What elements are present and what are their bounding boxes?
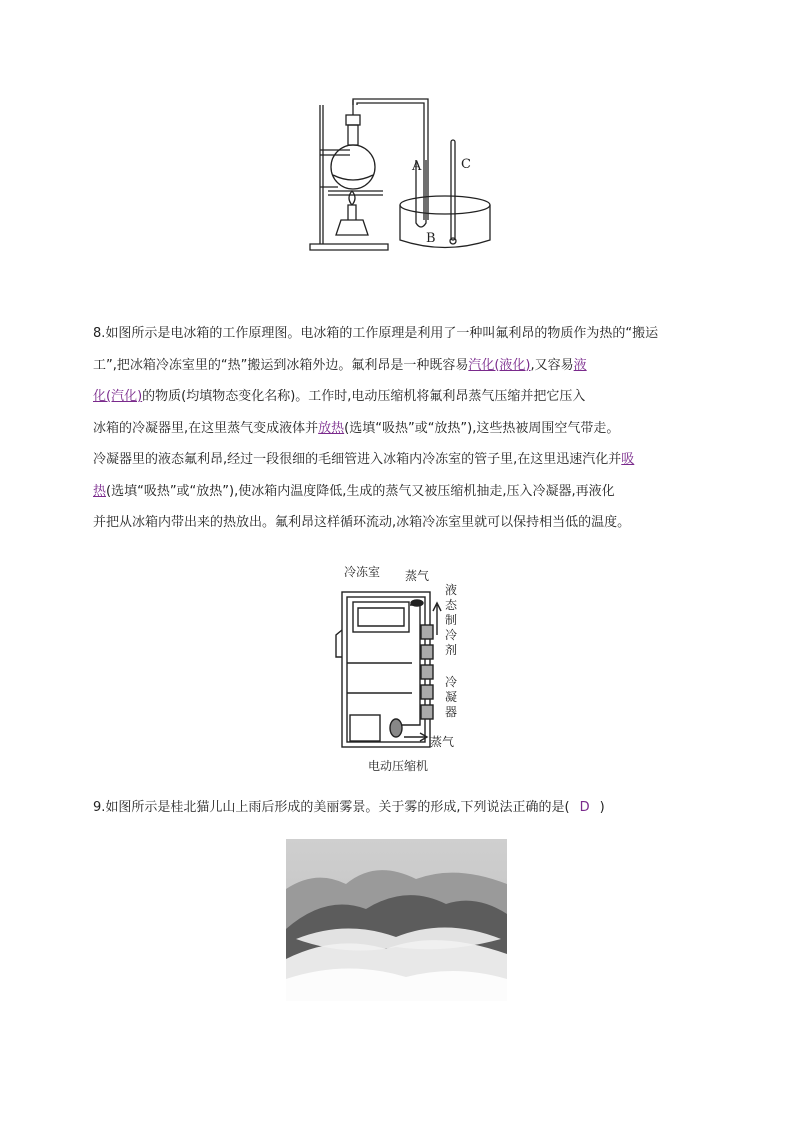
- q8-line-1: [93, 318, 705, 350]
- condenser-label: 冷凝器: [444, 675, 457, 719]
- label-b: B: [426, 231, 436, 246]
- compressor-label: 电动压缩机: [368, 759, 429, 773]
- q8-line-3: [93, 381, 705, 413]
- q8-line-2: [93, 350, 705, 382]
- vapor-top-label: 蒸气: [405, 569, 430, 583]
- fog-mountain-photo: [286, 839, 507, 1001]
- q8-answer-4b: 热: [93, 483, 107, 499]
- q8-text-5: 冰箱的冷凝器里,在这里蒸气变成液体并: [93, 420, 319, 436]
- q8-text-8: (选填“吸热”或“放热”),使冰箱内温度降低,生成的蒸气又被压缩机抽走,压入冷凝器,再液化: [106, 483, 615, 499]
- question-9: [93, 792, 705, 824]
- q8-line-7: [93, 507, 705, 539]
- distillation-apparatus-figure: [308, 95, 508, 260]
- q8-text-7: 冷凝器里的液态氟利昂,经过一段很细的毛细管进入冰箱内冷冻室的管子里,在这里迅速汽化并: [93, 452, 622, 467]
- q8-number: 8.: [93, 326, 106, 341]
- q8-line-4: [93, 413, 705, 445]
- question-8: [93, 318, 705, 539]
- q8-answer-1: 汽化(液化): [468, 357, 531, 373]
- liquid-refrigerant-label: 液态制冷剂: [444, 583, 457, 657]
- freezer-label: 冷冻室: [344, 565, 381, 579]
- q8-text-3: ,又容易: [530, 357, 574, 373]
- q8-text-9: 并把从冰箱内带出来的热放出。氟利昂这样循环流动,冰箱冷冻室里就可以保持相当低的温度。: [93, 515, 631, 530]
- q8-line-6: [93, 476, 705, 508]
- label-a: A: [412, 159, 422, 174]
- vapor-bottom-label: 蒸气: [430, 735, 455, 749]
- q8-text-6: (选填“吸热”或“放热”),这些热被周围空气带走。: [344, 420, 620, 436]
- q9-answer: D: [579, 800, 590, 815]
- q9-text: 9.如图所示是桂北猫儿山上雨后形成的美丽雾景。关于雾的形成,下列说法正确的是(: [93, 800, 570, 815]
- q8-line-5: [93, 444, 705, 476]
- q8-answer-3: 放热: [318, 420, 345, 436]
- label-c: C: [461, 157, 471, 172]
- fog-photo-drawing: [286, 839, 507, 1001]
- q8-answer-2b: 化(汽化): [93, 389, 143, 404]
- apparatus-drawing: [308, 95, 508, 260]
- q8-text-4: 的物质(均填物态变化名称)。工作时,电动压缩机将氟利昂蒸气压缩并把它压入: [142, 389, 586, 404]
- q8-text-1: 如图所示是电冰箱的工作原理图。电冰箱的工作原理是利用了一种叫氟利昂的物质作为热的“搬运: [105, 326, 659, 341]
- q9-close: ): [599, 800, 605, 815]
- q8-text-2: 工”,把冰箱冷冻室里的“热”搬运到冰箱外边。氟利昂是一种既容易: [93, 357, 469, 373]
- q8-answer-2a: 液: [573, 357, 587, 373]
- q8-answer-4a: 吸: [621, 452, 635, 467]
- refrigerator-diagram: [332, 565, 462, 775]
